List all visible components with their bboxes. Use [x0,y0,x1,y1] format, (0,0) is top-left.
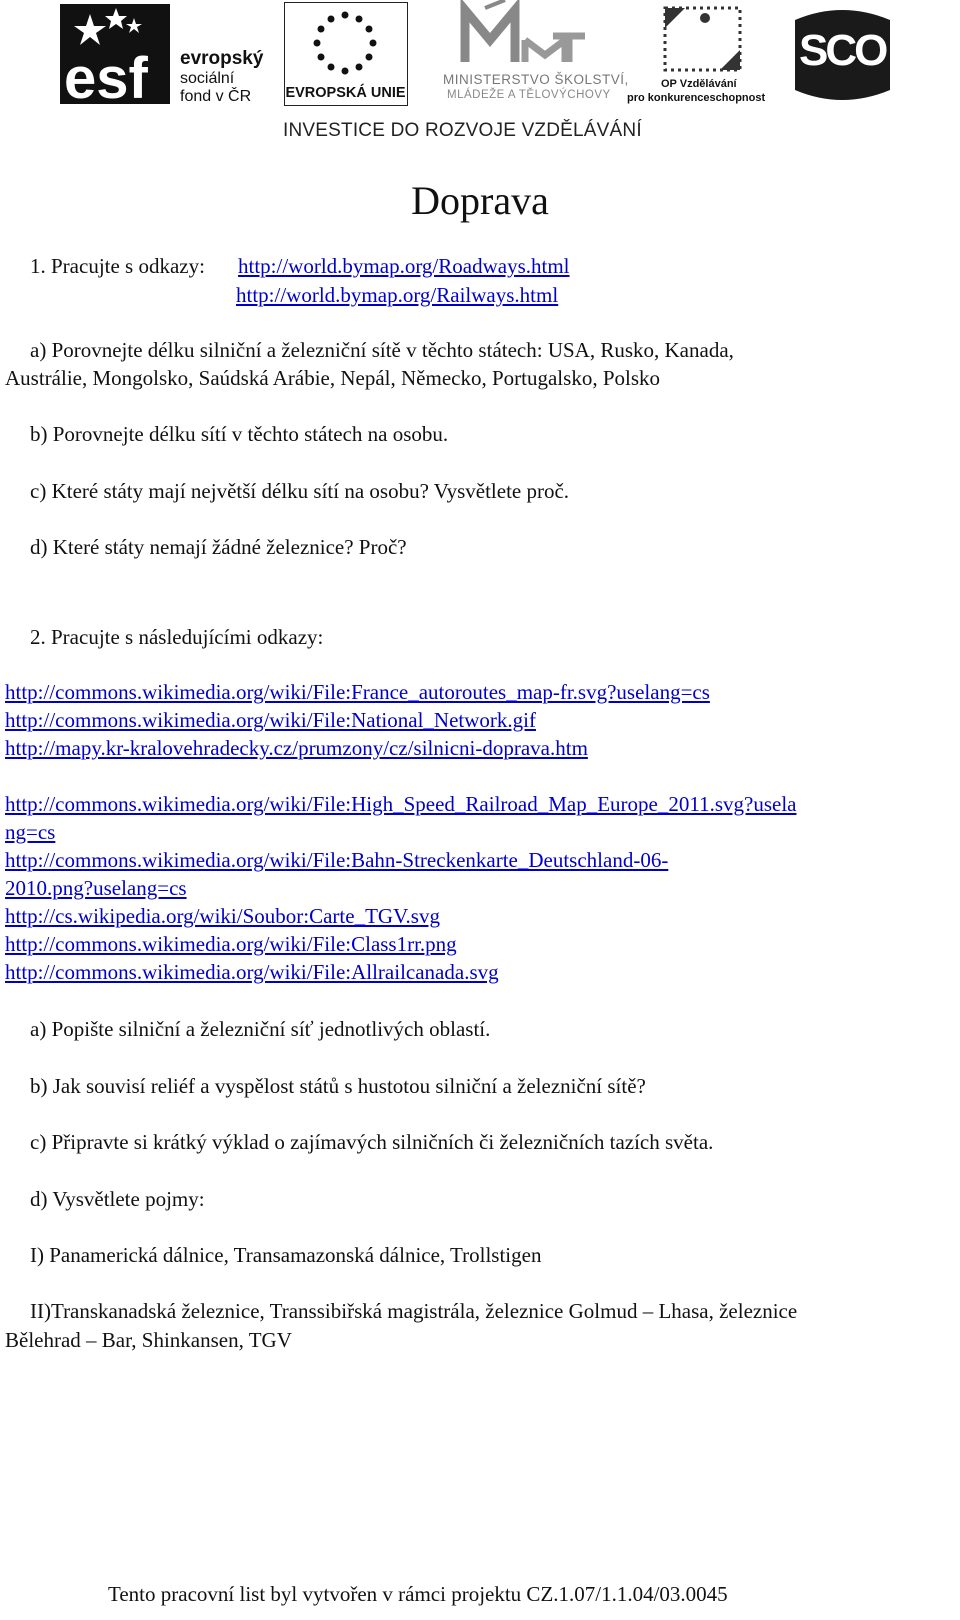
eu-stars-icon [285,3,406,83]
link-national-network[interactable]: http://commons.wikimedia.org/wiki/File:National_Network.gif [5,708,536,732]
task2-d: d) Vysvětlete pojmy: [30,1187,205,1211]
task2-d-i: I) Panamerická dálnice, Transamazonská dálnice, Trollstigen [30,1243,542,1267]
logo-strip [60,0,900,140]
task1-intro: 1. Pracujte s odkazy: [30,254,205,278]
eu-logo [284,2,408,106]
task1-a-line1: a) Porovnejte délku silniční a železniční sítě v těchto státech: USA, Rusko, Kanada, [30,338,734,362]
link-railways[interactable]: http://world.bymap.org/Railways.html [236,283,559,307]
esf-line3: fond v ČR [180,88,252,105]
msmt-line2: MLÁDEŽE A TĚLOVÝCHOVY [447,89,611,101]
task2-intro: 2. Pracujte s následujícími odkazy: [30,625,324,649]
sco-label: SCO [799,26,886,75]
task2-c: c) Připravte si krátký výklad o zajímavých silničních či železničních tazích světa. [30,1130,714,1154]
link-bahn-streckenkarte-cont[interactable]: 2010.png?uselang=cs [5,876,187,900]
link-kralovehradecky[interactable]: http://mapy.kr-kralovehradecky.cz/prumzony/cz/silnicni-doprava.htm [5,736,588,760]
task2-d-ii-line1: II)Transkanadská železnice, Transsibiřská magistrála, železnice Golmud – Lhasa, železnice [30,1299,798,1323]
link-allrailcanada[interactable]: http://commons.wikimedia.org/wiki/File:Allrailcanada.svg [5,960,499,984]
link-carte-tgv[interactable]: http://cs.wikipedia.org/wiki/Soubor:Carte_TGV.svg [5,904,440,928]
task2-a: a) Popište silniční a železniční síť jednotlivých oblastí. [30,1017,491,1041]
link-high-speed-europe-cont[interactable]: ng=cs [5,820,56,844]
opvk-logo [627,0,770,110]
task1-a-line2: Austrálie, Mongolsko, Saúdská Arábie, Nepál, Německo, Portugalsko, Polsko [5,366,660,390]
opvk-mark-icon [635,0,770,75]
page-title: Doprava [411,178,549,223]
msmt-line1: MINISTERSTVO ŠKOLSTVÍ, [443,72,629,87]
esf-line1: evropský [180,48,264,69]
sco-logo [785,0,900,110]
esf-line2: sociální [180,70,235,87]
msmt-mark-icon [445,0,615,70]
link-france-autoroutes[interactable]: http://commons.wikimedia.org/wiki/File:France_autoroutes_map-fr.svg?uselang=cs [5,680,710,704]
link-class1rr[interactable]: http://commons.wikimedia.org/wiki/File:Class1rr.png [5,932,457,956]
task1-b: b) Porovnejte délku sítí v těchto státech na osobu. [30,422,449,446]
task1-c: c) Které státy mají největší délku sítí na osobu? Vysvětlete proč. [30,479,570,503]
opvk-line2: pro konkurenceschopnost [627,92,766,104]
link-bahn-streckenkarte[interactable]: http://commons.wikimedia.org/wiki/File:Bahn-Streckenkarte_Deutschland-06- [5,848,669,872]
footer-note: Tento pracovní list byl vytvořen v rámci projektu CZ.1.07/1.1.04/03.0045 [108,1582,728,1606]
investice-tagline: INVESTICE DO ROZVOJE VZDĚLÁVÁNÍ [283,120,642,141]
task1-d: d) Které státy nemají žádné železnice? Proč? [30,535,407,559]
task2-d-ii-line2: Bělehrad – Bar, Shinkansen, TGV [5,1328,292,1352]
link-roadways[interactable]: http://world.bymap.org/Roadways.html [238,254,570,278]
esf-logo [60,4,270,104]
opvk-line1: OP Vzdělávání [661,78,737,90]
msmt-logo [443,0,629,110]
link-high-speed-europe[interactable]: http://commons.wikimedia.org/wiki/File:High_Speed_Railroad_Map_Europe_2011.svg?usela [5,792,797,816]
eu-label: EVROPSKÁ UNIE [285,85,406,101]
svg-text:esf: esf [64,46,148,104]
task2-b: b) Jak souvisí reliéf a vyspělost států s hustotou silniční a železniční sítě? [30,1074,646,1098]
